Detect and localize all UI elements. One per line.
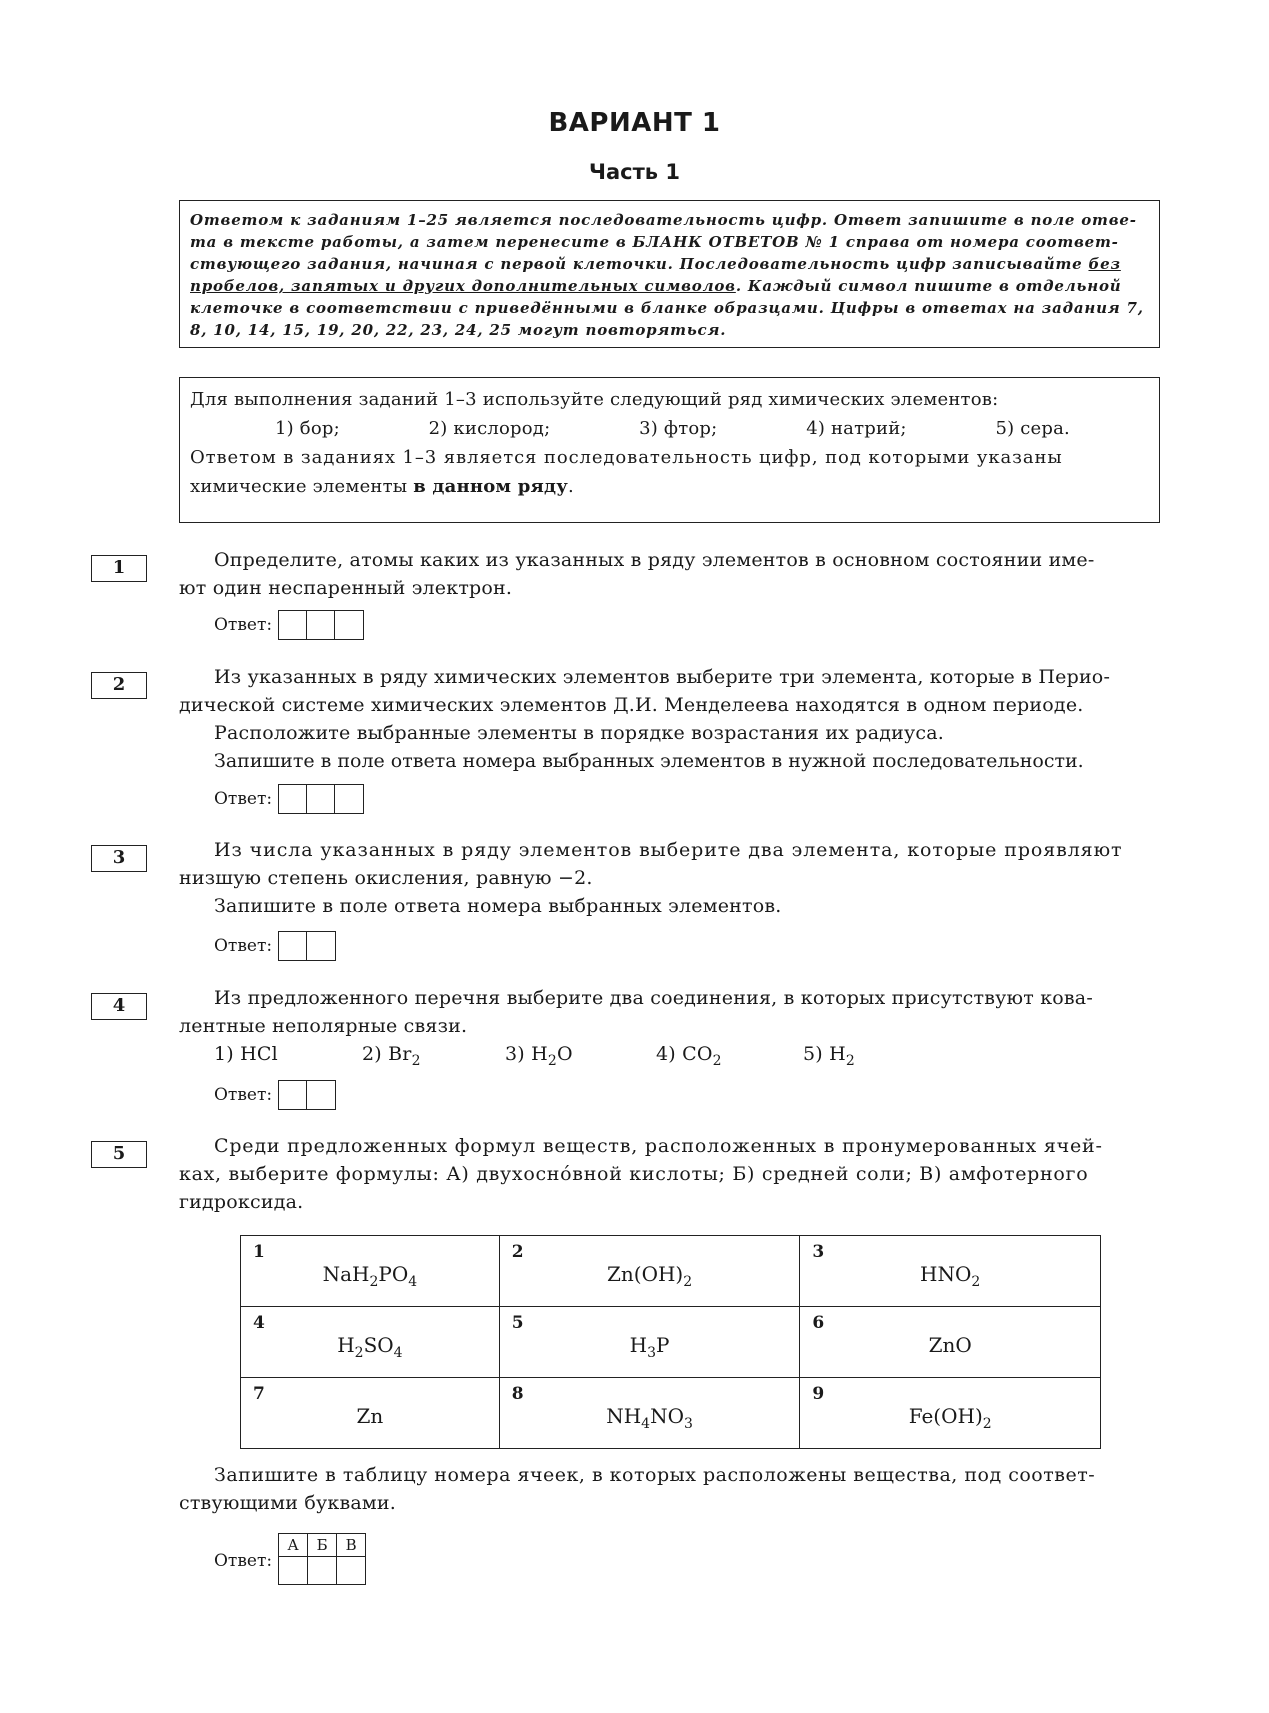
series-item: 1) бор; [275,418,340,439]
formula-part: ZnO [928,1333,972,1357]
cell-number: 6 [812,1313,825,1333]
series-note: Ответом в заданиях 1–3 является последовательность цифр, под которыми указаны [190,447,1063,468]
formula [500,1333,800,1361]
element-series-box [179,377,1160,523]
question-line: ют один неспаренный электрон. [179,577,513,599]
question-2-text [179,663,1160,775]
series-intro: Для выполнения заданий 1–3 используйте следующий ряд химических элементов: [190,389,999,410]
question-line: Расположите выбранные элементы в порядке возрастания их радиуса. [214,722,945,744]
formula-sub: 2 [354,1345,364,1361]
question-3-text [179,836,1160,920]
formula [800,1404,1100,1432]
question-line: гидроксида. [179,1191,304,1213]
series-item: 4) натрий; [806,418,907,439]
option-text: 2) Br [362,1043,412,1065]
question-number-3: 3 [91,845,147,872]
option-text: 1) HCl [214,1043,278,1065]
answer-cell[interactable] [308,1557,337,1585]
answer-cell[interactable] [279,1557,308,1585]
option-sub: 2 [712,1053,722,1069]
question-line: лентные неполярные связи. [179,1015,468,1037]
formula-sub: 3 [684,1416,693,1432]
question-number-1: 1 [91,555,147,582]
answer-field-1 [214,610,364,640]
answer-field-4 [214,1080,336,1110]
cell-number: 7 [253,1384,265,1404]
formula-cell [800,1307,1101,1378]
series-note-text: . [567,476,574,497]
formula-cell [800,1236,1101,1307]
formula-part: P [656,1333,670,1357]
series-items [190,414,1149,443]
formula-part: NO [650,1404,684,1428]
table-row [241,1378,1101,1449]
answer-cell[interactable] [279,932,307,960]
answer-cell[interactable] [279,785,307,813]
question-number-5: 5 [91,1141,147,1168]
question-line: Запишите в поле ответа номера выбранных элементов в нужной последовательности. [214,750,1084,772]
answer-cells[interactable] [278,1080,336,1110]
cell-number: 1 [253,1242,265,1262]
option-text: 4) CO [656,1043,713,1065]
cell-number: 5 [511,1313,524,1333]
question-5-text [179,1132,1160,1216]
formula-part: Fe(OH) [908,1404,983,1428]
formula [241,1404,499,1428]
answer-letter-table [278,1533,366,1585]
series-item: 5) сера. [995,418,1070,439]
instructions-text: . Каждый символ пишите в отдельной [735,277,1122,295]
instructions-line [190,275,1149,297]
formula [500,1262,800,1290]
formula-cell [800,1378,1101,1449]
question-1-text [179,546,1160,602]
formula-part: SO [363,1333,394,1357]
question-line: Из предложенного перечня выберите два соединения, в которых присутствуют кова- [214,987,1093,1009]
option-5 [803,1040,855,1068]
answer-label: Ответ: [214,1551,273,1571]
formula [241,1262,499,1290]
answer-cell[interactable] [307,1081,335,1109]
cell-number: 3 [812,1242,825,1262]
table-row [241,1307,1101,1378]
option-sub: 2 [547,1053,558,1069]
formula-cell [499,1307,800,1378]
formula [800,1333,1100,1357]
formula [241,1333,499,1361]
letter-v: В [337,1534,366,1557]
formula-part: NH [606,1404,642,1428]
answer-cell[interactable] [307,932,335,960]
answer-label: Ответ: [214,789,273,809]
letter-b: Б [308,1534,337,1557]
question-4-text [179,984,1160,1068]
answer-field-3 [214,931,336,961]
table-row [241,1236,1101,1307]
page-subtitle: Часть 1 [589,160,680,184]
answer-field-2 [214,784,364,814]
answer-cell[interactable] [279,1081,307,1109]
instructions-line: 8, 10, 14, 15, 19, 20, 22, 23, 24, 25 могут повторяться. [190,321,727,339]
formula-part: NaH [322,1262,370,1286]
option-text: 3) H [505,1043,548,1065]
cell-number: 4 [253,1313,265,1333]
instructions-line: та в тексте работы, а затем перенесите в БЛАНК ОТВЕТОВ № 1 справа от номера соответ- [190,233,1119,251]
formula-cell [499,1378,800,1449]
question-line: дической системе химических элементов Д.И. Менделеева находятся в одном периоде. [179,694,1084,716]
answer-cell[interactable] [335,785,363,813]
question-number-4: 4 [91,993,147,1020]
series-item: 2) кислород; [428,418,551,439]
option-sub: 2 [845,1053,856,1069]
option-sub: 2 [411,1053,421,1069]
formula-part: H [629,1333,648,1357]
question-line: Запишите в таблицу номера ячеек, в которых расположены вещества, под соответ- [214,1464,1096,1486]
answer-field-5 [214,1533,366,1585]
option-text: 5) H [803,1043,846,1065]
formula-sub: 2 [683,1274,693,1290]
page-title: ВАРИАНТ 1 [548,108,721,138]
formula-cell [241,1378,500,1449]
answer-label: Ответ: [214,1085,273,1105]
cell-number: 8 [511,1384,524,1404]
answer-label: Ответ: [214,936,273,956]
instructions-line [190,253,1149,275]
answer-cell[interactable] [307,785,335,813]
formula-part: Zn(OH) [607,1262,684,1286]
compound-options [179,1040,1160,1068]
formula-cell [241,1307,500,1378]
question-5-instruction [179,1461,1160,1517]
cell-number: 2 [511,1242,524,1262]
question-line: ках, выберите формулы: А) двухосно́вной кислоты; Б) средней соли; В) амфотерного [179,1163,1089,1185]
answer-cell[interactable] [307,611,335,639]
question-line: ствующими буквами. [179,1492,396,1514]
answer-cell[interactable] [279,611,307,639]
question-line: Запишите в поле ответа номера выбранных элементов. [214,895,782,917]
formula-table [240,1235,1101,1449]
formula-sub: 4 [408,1274,418,1290]
series-note-text: химические элементы [190,476,414,497]
instructions-text: ствующего задания, начиная с первой клеточки. Последовательность цифр записывайте [190,255,1089,273]
formula-sub: 3 [647,1345,657,1361]
option-text: O [557,1043,573,1065]
question-line: Определите, атомы каких из указанных в ряду элементов в основном состоянии име- [214,549,1095,571]
instructions-underlined: без [1088,255,1121,273]
formula-part: Zn [356,1404,384,1428]
answer-cells[interactable] [278,610,364,640]
formula-cell [241,1236,500,1307]
answer-cell[interactable] [335,611,363,639]
instructions-line: Ответом к заданиям 1–25 является последовательность цифр. Ответ запишите в поле отве- [190,211,1137,229]
series-note [190,472,1149,501]
formula [800,1262,1100,1290]
question-line: Среди предложенных формул веществ, расположенных в пронумерованных ячей- [214,1135,1103,1157]
answer-label: Ответ: [214,615,273,635]
formula-cell [499,1236,800,1307]
letter-row [279,1534,366,1557]
option-1 [214,1040,362,1068]
formula-part: HNO [920,1262,972,1286]
option-3 [505,1040,656,1068]
formula-part: PO [378,1262,409,1286]
series-note-bold: в данном ряду [413,476,568,497]
formula-sub: 4 [393,1345,403,1361]
question-line: Из указанных в ряду химических элементов выберите три элемента, которые в Перио- [214,666,1111,688]
formula-sub: 4 [641,1416,651,1432]
formula-sub: 2 [369,1274,379,1290]
instructions-box [179,200,1160,348]
option-4 [656,1040,803,1068]
instructions-underlined: пробелов, запятых и других дополнительных символов [190,277,736,295]
question-line: Из числа указанных в ряду элементов выберите два элемента, которые проявляют [214,839,1123,861]
series-item: 3) фтор; [639,418,718,439]
answer-cell[interactable] [337,1557,366,1585]
instructions-line: клеточке в соответствии с приведёнными в бланке образцами. Цифры в ответах на задания 7, [190,299,1144,317]
cell-number: 9 [812,1384,825,1404]
formula-sub: 2 [971,1274,981,1290]
letter-a: А [279,1534,308,1557]
answer-cells[interactable] [278,784,364,814]
formula [500,1404,800,1432]
formula-part: H [337,1333,355,1357]
question-number-2: 2 [91,672,147,699]
formula-sub: 2 [982,1416,992,1432]
question-line: низшую степень окисления, равную −2. [179,867,593,889]
answer-cells[interactable] [278,931,336,961]
answer-row [279,1557,366,1585]
option-2 [362,1040,505,1068]
